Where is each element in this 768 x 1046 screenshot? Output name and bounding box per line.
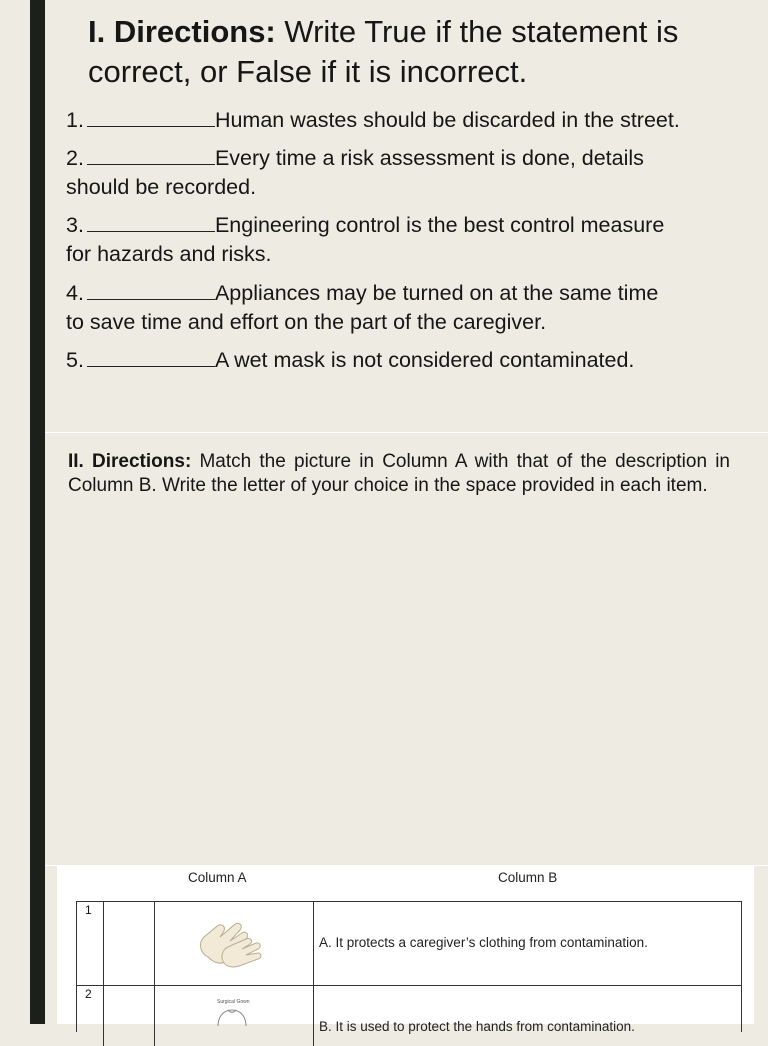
description-text: A. It protects a caregiver’s clothing from contamination.	[319, 935, 648, 950]
question-number: 2.	[66, 146, 84, 170]
column-b-header: Column B	[498, 870, 558, 885]
question-number: 1.	[66, 108, 84, 132]
part1-heading	[88, 12, 728, 92]
question-text: Every time a risk assessment is done, details	[214, 146, 644, 170]
question-text: Appliances may be turned on at the same time	[214, 281, 659, 305]
column-divider	[103, 902, 104, 985]
column-divider	[154, 902, 155, 985]
part2-heading-label: II. Directions:	[68, 451, 192, 472]
gloves-picture-icon	[190, 913, 270, 971]
column-a-header: Column A	[188, 870, 247, 885]
description-text: B. It is used to protect the hands from contamination.	[319, 1019, 635, 1034]
question-item	[66, 106, 756, 135]
row-number: 1	[85, 903, 92, 917]
question-item	[66, 144, 756, 202]
table-row	[77, 986, 741, 1046]
question-text-continued: to save time and effort on the part of the caregiver.	[66, 310, 547, 334]
column-divider	[313, 902, 314, 985]
question-text-continued: should be recorded.	[66, 175, 257, 199]
question-text: A wet mask is not considered contaminated.	[214, 348, 635, 372]
question-number: 3.	[66, 213, 84, 237]
matching-table	[76, 901, 742, 1032]
column-divider	[313, 986, 314, 1046]
picture-caption: Surgical Gown	[217, 999, 250, 1005]
slide-divider	[45, 432, 768, 433]
row-number: 2	[85, 987, 92, 1001]
question-text: Engineering control is the best control measure	[214, 213, 665, 237]
question-item	[66, 346, 756, 375]
column-divider	[103, 986, 104, 1046]
question-number: 4.	[66, 281, 84, 305]
question-text-continued: for hazards and risks.	[66, 242, 272, 266]
answer-blank[interactable]	[87, 346, 215, 367]
answer-blank[interactable]	[87, 279, 215, 300]
part2-heading-text: Match the picture in Column A with that of the description in Column B. Write the letter of your choice in the space provided in each item.	[68, 451, 730, 496]
part1-heading-text: Write True if the statement is correct, or False if it is incorrect.	[88, 14, 679, 89]
gown-picture-icon	[212, 1006, 252, 1026]
table-row	[77, 902, 741, 986]
matching-directions	[68, 450, 730, 498]
left-accent-bar	[30, 0, 45, 1024]
answer-blank[interactable]	[87, 144, 215, 165]
question-text: Human wastes should be discarded in the street.	[214, 108, 680, 132]
column-divider	[154, 986, 155, 1046]
answer-blank[interactable]	[87, 211, 215, 232]
question-number: 5.	[66, 348, 84, 372]
matching-worksheet	[57, 866, 754, 1034]
answer-blank[interactable]	[87, 106, 215, 127]
question-item	[66, 211, 756, 269]
question-item	[66, 279, 756, 337]
part1-heading-label: I. Directions:	[88, 14, 276, 49]
